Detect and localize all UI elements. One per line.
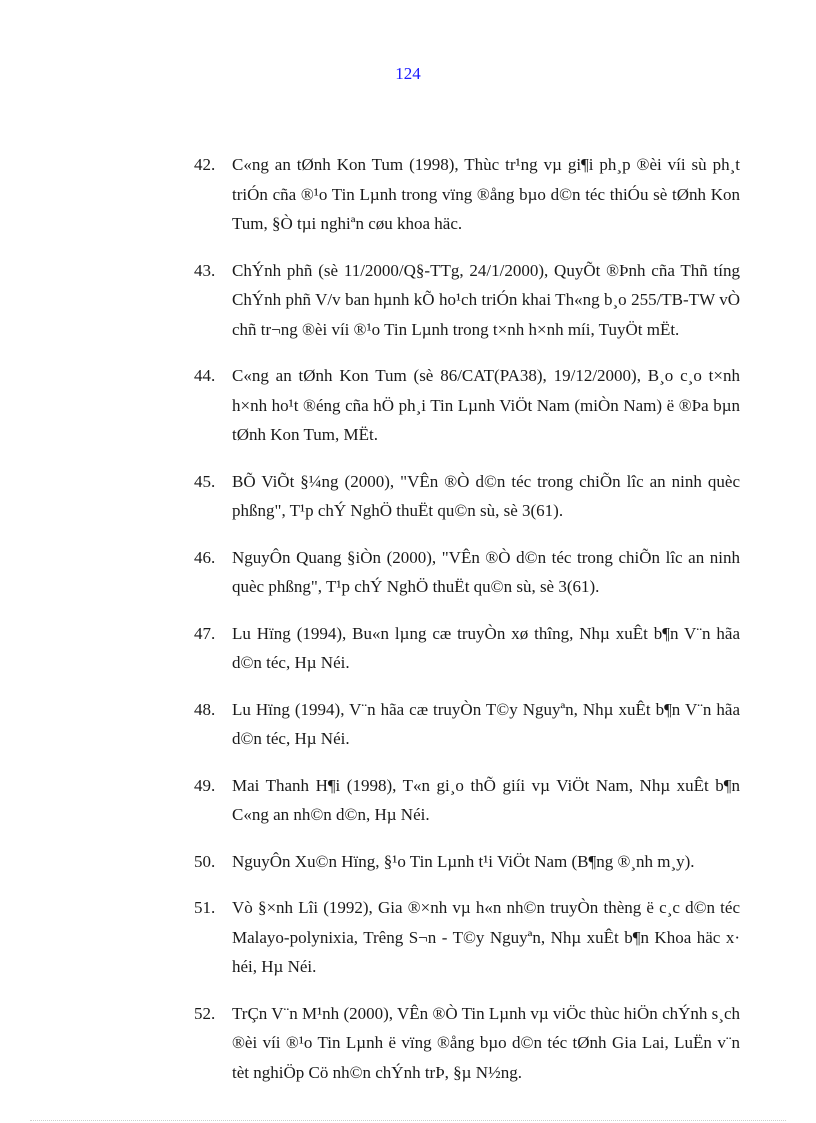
reference-text: Lu Hïng (1994), Bu«n lµng cæ truyÒn xø thîng, Nhµ xuÊt b¶n V¨n hãa d©n téc, Hµ Néi. <box>232 623 740 672</box>
reference-number: 45. <box>194 471 216 491</box>
reference-text: C«ng an tØnh Kon Tum (sè 86/CAT(PA38), 19/12/2000), B¸o c¸o t×nh h×nh ho¹t ®éng cña hÖ ph¸i Tin Lµnh ViÖt Nam (miÒn Nam) ë ®Þa bµn tØnh Kon Tum, MËt. <box>232 366 740 444</box>
reference-number: 52. <box>194 1003 216 1023</box>
reference-item <box>150 543 740 602</box>
reference-item <box>150 695 740 754</box>
reference-number: 42. <box>194 155 216 174</box>
reference-text: BÕ ViÕt §¼ng (2000), "VÊn ®Ò d©n téc trong chiÕn lîc an ninh quèc phßng", T¹p chÝ NghÖ thuËt qu©n sù, sè 3(61). <box>232 471 740 520</box>
reference-item <box>150 256 740 345</box>
reference-text: ChÝnh phñ (sè 11/2000/Q§-TTg, 24/1/2000), QuyÕt ®Þnh cña Thñ tíng ChÝnh phñ V/v ban hµnh kÕ ho¹ch triÓn khai Th«ng b¸o 255/TB-TW vÒ chñ tr¬ng ®èi víi ®¹o Tin Lµnh trong t×nh h×nh míi, TuyÖt mËt. <box>232 260 740 339</box>
reference-item <box>150 999 740 1088</box>
reference-text: Vò §×nh Lîi (1992), Gia ®×nh vµ h«n nh©n truyÒn thèng ë c¸c d©n téc Malayo-polynixia, Trêng S¬n - T©y Nguyªn, Nhµ xuÊt b¶n Khoa häc x· héi, Hµ Néi. <box>232 898 740 976</box>
reference-number: 48. <box>194 699 216 719</box>
reference-number: 47. <box>194 623 216 643</box>
reference-text: NguyÔn Xu©n Hïng, §¹o Tin Lµnh t¹i ViÖt Nam (B¶ng ®¸nh m¸y). <box>232 851 695 871</box>
reference-item <box>150 847 740 877</box>
page-bottom-divider <box>30 1120 786 1121</box>
reference-item <box>150 467 740 526</box>
reference-text: NguyÔn Quang §iÒn (2000), "VÊn ®Ò d©n téc trong chiÕn lîc an ninh quèc phßng", T¹p chÝ NghÖ thuËt qu©n sù, sè 3(61). <box>232 547 740 596</box>
reference-item <box>150 893 740 982</box>
reference-text: C«ng an tØnh Kon Tum (1998), Thùc tr¹ng vµ gi¶i ph¸p ®èi víi sù ph¸t triÓn cña ®¹o Tin Lµnh trong vïng ®ång bµo d©n téc thiÓu sè tØnh Kon Tum, §Ò tµi nghiªn cøu khoa häc. <box>232 155 740 233</box>
reference-number: 44. <box>194 366 216 385</box>
reference-item <box>150 771 740 830</box>
reference-text: TrÇn V¨n M¹nh (2000), VÊn ®Ò Tin Lµnh vµ viÖc thùc hiÖn chÝnh s¸ch ®èi víi ®¹o Tin Lµnh ë vïng ®ång bµo d©n téc tØnh Gia Lai, LuËn v¨n tèt nghiÖp Cö nh©n chÝnh trÞ, §µ N½ng. <box>232 1003 740 1082</box>
reference-number: 50. <box>194 851 216 871</box>
reference-list <box>150 133 740 1095</box>
reference-item <box>150 619 740 678</box>
reference-item <box>150 361 740 450</box>
reference-text: Lu Hïng (1994), V¨n hãa cæ truyÒn T©y Nguyªn, Nhµ xuÊt b¶n V¨n hãa d©n téc, Hµ Néi. <box>232 699 740 748</box>
reference-number: 51. <box>194 898 216 917</box>
reference-number: 46. <box>194 547 216 567</box>
page-number: 124 <box>395 64 421 83</box>
reference-number: 49. <box>194 775 216 795</box>
reference-item <box>150 150 740 239</box>
reference-number: 43. <box>194 260 216 280</box>
reference-text: Mai Thanh H¶i (1998), T«n gi¸o thÕ giíi vµ ViÖt Nam, Nhµ xuÊt b¶n C«ng an nh©n d©n, Hµ Néi. <box>232 775 740 824</box>
